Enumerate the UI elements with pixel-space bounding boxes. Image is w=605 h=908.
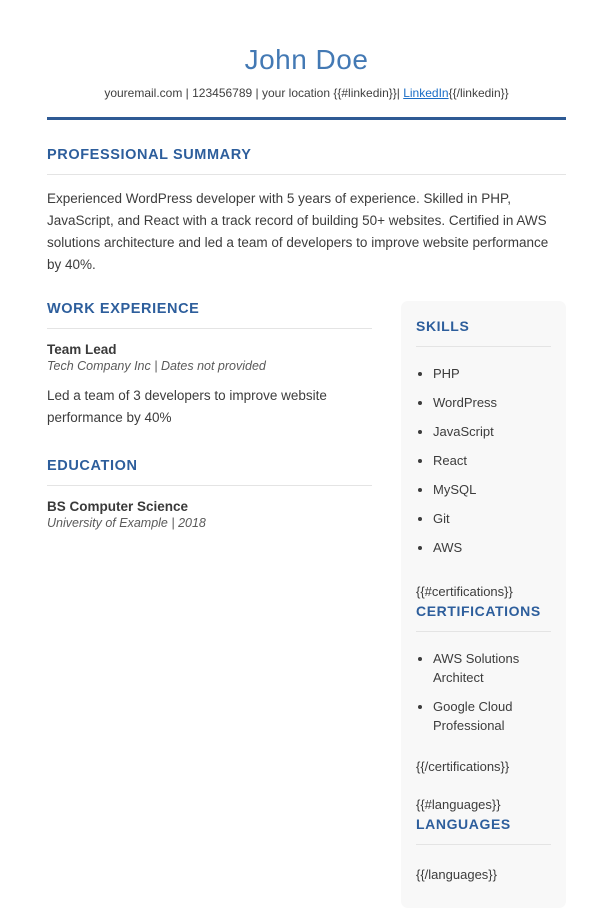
professional-summary-section bbox=[47, 147, 566, 276]
header-divider bbox=[47, 117, 566, 120]
job-description: Led a team of 3 developers to improve website performance by 40% bbox=[47, 388, 327, 425]
contact-template-suffix: {{/linkedin}} bbox=[448, 86, 509, 100]
certification-item: • Google Cloud Professional bbox=[433, 697, 551, 735]
languages-title: LANGUAGES bbox=[416, 816, 551, 845]
resume-header bbox=[47, 44, 566, 120]
skills-list bbox=[416, 364, 551, 557]
job-role: Team Lead bbox=[47, 342, 117, 357]
certification-item: • AWS Solutions Architect bbox=[433, 649, 551, 687]
skills-title: SKILLS bbox=[416, 318, 551, 347]
certifications-list bbox=[416, 649, 551, 735]
education-meta: University of Example | 2018 bbox=[47, 516, 206, 530]
contact-line bbox=[47, 86, 566, 100]
skill-item: • Git bbox=[433, 509, 551, 528]
candidate-name: John Doe bbox=[244, 44, 369, 75]
left-column bbox=[47, 301, 372, 530]
content-columns bbox=[47, 301, 566, 908]
job-entry bbox=[47, 342, 372, 429]
languages-open-tag: {{#languages}} bbox=[416, 797, 501, 812]
linkedin-link[interactable]: LinkedIn bbox=[403, 86, 449, 100]
contact-text: youremail.com | 123456789 | your location {{#linkedin}}| bbox=[104, 86, 404, 100]
skill-item: • JavaScript bbox=[433, 422, 551, 441]
education-entry bbox=[47, 499, 372, 530]
certifications-section bbox=[416, 582, 551, 776]
certifications-title: CERTIFICATIONS bbox=[416, 603, 551, 632]
job-meta: Tech Company Inc | Dates not provided bbox=[47, 359, 266, 373]
skill-item: • WordPress bbox=[433, 393, 551, 412]
languages-close-tag: {{/languages}} bbox=[416, 867, 497, 882]
education-section bbox=[47, 458, 372, 530]
education-degree: BS Computer Science bbox=[47, 499, 189, 514]
skill-item: • React bbox=[433, 451, 551, 470]
certifications-open-tag: {{#certifications}} bbox=[416, 584, 513, 599]
professional-summary-title: PROFESSIONAL SUMMARY bbox=[47, 147, 566, 175]
certifications-close-tag: {{/certifications}} bbox=[416, 759, 510, 774]
professional-summary-text: Experienced WordPress developer with 5 years of experience. Skilled in PHP, JavaScript, and React with a track record of building 50+ websites. Certified in AWS solutions architecture and led a team of developers to improve website performance by 40%. bbox=[47, 191, 549, 272]
skills-section bbox=[416, 318, 551, 557]
skill-item: • PHP bbox=[433, 364, 551, 383]
skill-item: • MySQL bbox=[433, 480, 551, 499]
languages-section bbox=[416, 795, 551, 884]
skill-item: • AWS bbox=[433, 538, 551, 557]
work-experience-section bbox=[47, 301, 372, 429]
education-title: EDUCATION bbox=[47, 458, 372, 486]
work-experience-title: WORK EXPERIENCE bbox=[47, 301, 372, 329]
sidebar bbox=[401, 301, 566, 908]
